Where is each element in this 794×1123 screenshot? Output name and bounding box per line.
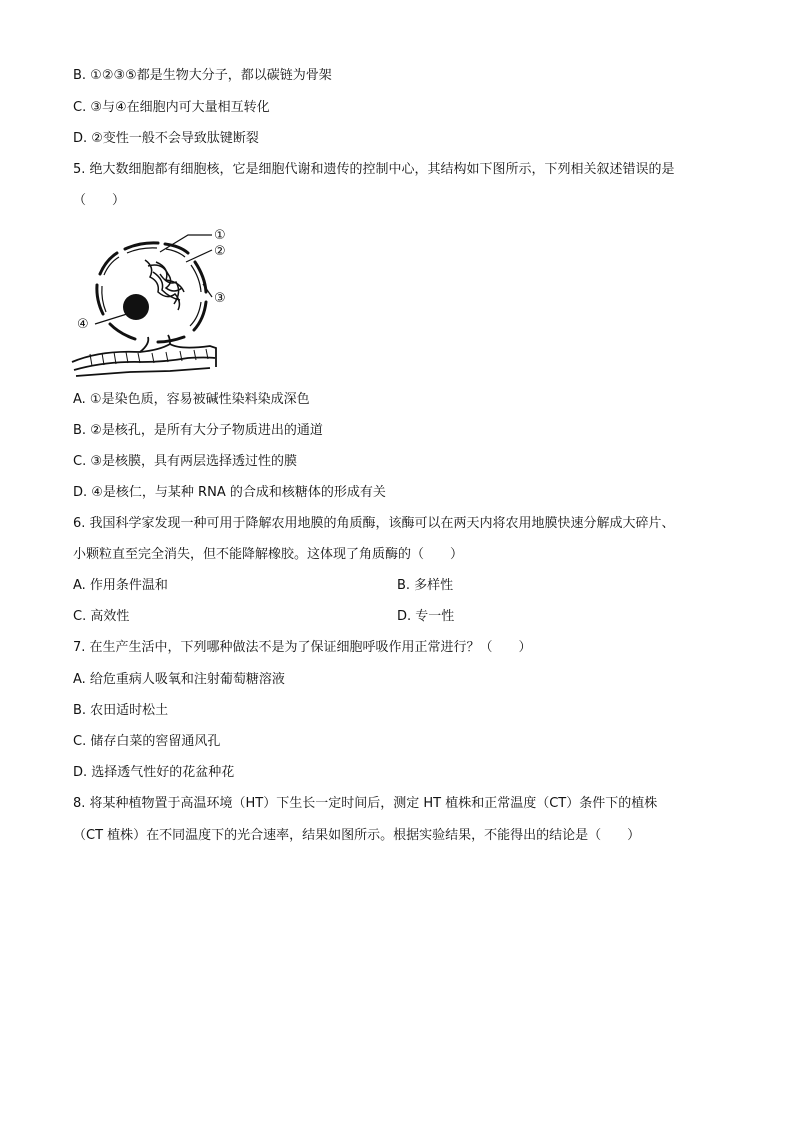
line-q4b: B. ①②③⑤都是生物大分子，都以碳链为骨架: [73, 68, 332, 83]
question-6-stem-2: 小颗粒直至完全消失，但不能降解橡胶。这体现了角质酶的（ ）: [73, 547, 464, 562]
label-2: ②: [214, 244, 226, 259]
q6-option-d: D. 专一性: [397, 609, 455, 624]
q5-option-b: B. ②是核孔，是所有大分子物质进出的通道: [73, 423, 323, 438]
line-q4c: C. ③与④在细胞内可大量相互转化: [73, 100, 270, 115]
q5-option-d: D. ④是核仁，与某种 RNA 的合成和核糖体的形成有关: [73, 485, 386, 500]
label-3: ③: [214, 291, 226, 306]
q6-option-a: A. 作用条件温和: [73, 578, 168, 593]
line-q4d: D. ②变性一般不会导致肽键断裂: [73, 131, 259, 146]
q5-option-c: C. ③是核膜，具有两层选择透过性的膜: [73, 454, 297, 469]
q6-option-c: C. 高效性: [73, 609, 130, 624]
nucleus-diagram: [70, 222, 240, 380]
q5-option-a: A. ①是染色质，容易被碱性染料染成深色: [73, 392, 310, 407]
q6-option-b: B. 多样性: [397, 578, 454, 593]
question-7-stem: 7. 在生产生活中，下列哪种做法不是为了保证细胞呼吸作用正常进行？（ ）: [73, 640, 532, 655]
question-8-stem-1: 8. 将某种植物置于高温环境（HT）下生长一定时间后，测定 HT 植株和正常温度（CT）条件下的植株: [73, 796, 658, 811]
q7-option-c: C. 储存白菜的窖留通风孔: [73, 734, 221, 749]
question-5-stem: 5. 绝大数细胞都有细胞核，它是细胞代谢和遗传的控制中心，其结构如下图所示，下列相关叙述错误的是: [73, 162, 675, 177]
question-6-stem-1: 6. 我国科学家发现一种可用于降解农用地膜的角质酶，该酶可以在两天内将农用地膜快速分解成大碎片、: [73, 516, 675, 531]
q7-option-a: A. 给危重病人吸氧和注射葡萄糖溶液: [73, 672, 285, 687]
q7-option-d: D. 选择透气性好的花盆种花: [73, 765, 235, 780]
label-4: ④: [77, 317, 89, 332]
q7-option-b: B. 农田适时松土: [73, 703, 169, 718]
question-8-stem-2: （CT 植株）在不同温度下的光合速率，结果如图所示。根据实验结果，不能得出的结论是（ ）: [73, 828, 641, 843]
label-1: ①: [214, 228, 226, 243]
question-5-paren: （ ）: [73, 193, 126, 208]
